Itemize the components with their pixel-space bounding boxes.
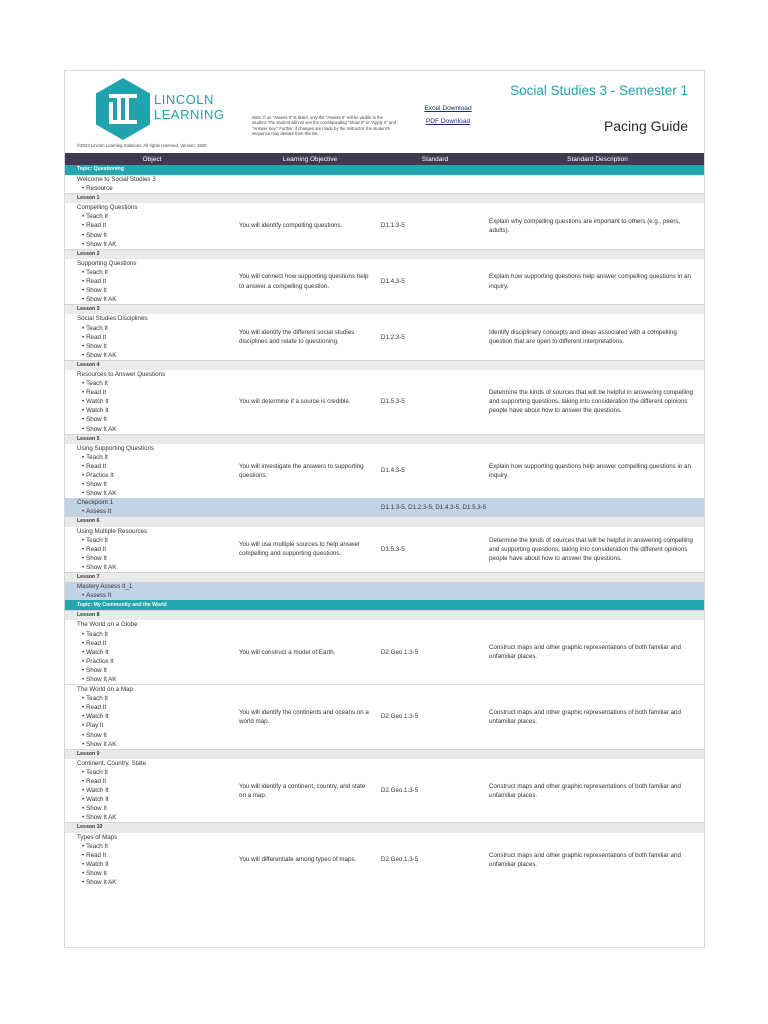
learning-objective-text: You will identify compelling questions. — [239, 222, 343, 230]
activity-list — [77, 379, 239, 434]
activity-item: • Teach It — [77, 842, 239, 851]
object-cell — [65, 582, 239, 600]
object-cell — [65, 833, 239, 888]
lesson-label: Lesson 1 — [65, 194, 705, 204]
activity-item: • Show It — [77, 286, 239, 295]
standard-description-cell — [489, 498, 705, 517]
activity-list — [77, 268, 239, 304]
activity-item: • Watch It — [77, 712, 239, 721]
learning-objective-text: You will construct a model of Earth. — [239, 648, 336, 656]
object-title: Using Multiple Resources — [77, 527, 148, 535]
object-title: Compelling Questions — [77, 204, 138, 212]
object-cell — [65, 527, 239, 573]
activity-item: • Read It — [77, 639, 239, 648]
activity-item: • Watch It — [77, 860, 239, 869]
object-cell — [65, 498, 239, 517]
standard-description-text: Construct maps and other graphic representations of both familiar and unfamiliar places. — [489, 644, 681, 661]
download-links — [420, 102, 476, 128]
learning-objective-cell — [239, 759, 381, 823]
standard-cell: D1.1.3-5 — [381, 222, 405, 230]
standard-cell: D2.Geo.1.3-5 — [381, 787, 419, 795]
activity-list — [77, 768, 239, 823]
logo-wordmark — [154, 92, 224, 122]
table-row — [65, 203, 705, 249]
activity-item: • Teach It — [77, 630, 239, 639]
lesson-label: Lesson 10 — [65, 823, 705, 833]
activity-item: • Show It — [77, 554, 239, 563]
standard-description-text: Construct maps and other graphic representations of both familiar and unfamiliar places. — [489, 708, 681, 725]
object-cell — [65, 759, 239, 823]
activity-item: • Show It AK — [77, 813, 239, 822]
standard-description-cell — [489, 175, 705, 194]
learning-objective-cell — [239, 498, 381, 517]
pacing-table — [65, 153, 705, 887]
lesson-label: Lesson 9 — [65, 749, 705, 759]
activity-item: • Teach It — [77, 379, 239, 388]
learning-objective-cell — [239, 444, 381, 499]
object-title: Social Studies Disciplines — [77, 315, 148, 323]
standard-description-cell — [489, 203, 705, 249]
activity-list — [77, 630, 239, 685]
activity-item: • Watch It — [77, 397, 239, 406]
activity-item: • Teach It — [77, 536, 239, 545]
learning-objective-cell — [239, 203, 381, 249]
learning-objective-text: You will identify the continents and oceans on a world map. — [239, 708, 369, 725]
standard-description-cell — [489, 259, 705, 305]
lesson-row — [65, 194, 705, 204]
activity-item: • Show It — [77, 804, 239, 813]
activity-item: • Watch It — [77, 786, 239, 795]
logo-line-2: LEARNING — [154, 107, 225, 122]
excel-download-link[interactable]: Excel Download — [424, 105, 472, 112]
activity-item: • Play It — [77, 721, 239, 730]
object-cell — [65, 444, 239, 499]
activity-item: • Show It AK — [77, 295, 239, 304]
learning-objective-cell — [239, 527, 381, 573]
table-body — [65, 165, 705, 887]
lesson-row — [65, 249, 705, 259]
activity-item: • Show It AK — [77, 489, 239, 498]
activity-list — [77, 453, 239, 498]
learning-objective-cell — [239, 620, 381, 684]
activity-item: • Show It — [77, 666, 239, 675]
standard-cell: D2.Geo.1.3-5 — [381, 685, 489, 750]
standard-description-cell — [489, 314, 705, 360]
activity-list — [77, 842, 239, 887]
activity-list — [77, 324, 239, 360]
topic-label: Topic: My Community and the World — [65, 600, 705, 611]
activity-item: • Read It — [77, 333, 239, 342]
standard-description-text: Determine the kinds of sources that will be helpful in answering compelling and supporting questions, taking into consideration the different opinions people have about how to answer the questions. — [489, 389, 693, 415]
object-cell — [65, 620, 239, 684]
object-title: Supporting Questions — [77, 259, 137, 267]
object-title: The World on a Map — [77, 686, 133, 694]
learning-objective-text: You will connect how supporting questions help to answer a compelling question. — [239, 273, 369, 290]
activity-item: • Assess It — [77, 591, 239, 600]
table-row — [65, 685, 705, 750]
pdf-download-link[interactable]: PDF Download — [425, 118, 471, 125]
standard-cell: D2.Geo.1.3-5 — [381, 648, 419, 656]
standard-description-text: Explain how supporting questions help answer compelling questions in an inquiry. — [489, 273, 691, 290]
standard-cell — [381, 175, 489, 194]
activity-item: • Read It — [77, 851, 239, 860]
learning-objective-text: You will investigate the answers to supporting questions. — [239, 462, 364, 479]
copyright-text: ©2023 Lincoln Learning Solutions. All rights reserved. Version: 1920 — [77, 143, 207, 148]
learning-objective-cell — [239, 259, 381, 305]
table-row — [65, 444, 705, 499]
standard-description-text: Construct maps and other graphic representations of both familiar and unfamiliar places. — [489, 782, 681, 799]
activity-item: • Teach It — [77, 268, 239, 277]
activity-item: • Show It AK — [77, 740, 239, 749]
standard-description-cell — [489, 833, 705, 888]
lesson-label: Lesson 4 — [65, 360, 705, 370]
lesson-row — [65, 305, 705, 315]
lesson-row — [65, 573, 705, 583]
lesson-row — [65, 823, 705, 833]
activity-item: • Teach It — [77, 324, 239, 333]
activity-item: • Read It — [77, 777, 239, 786]
learning-objective-text: You will determine if a source is credible. — [239, 398, 351, 406]
activity-item: • Show It — [77, 480, 239, 489]
table-row — [65, 833, 705, 888]
assess-note: Note: If an "Assess It" is listed, only the "Assess It" will be visible to the student. The student will not see the corresponding "Show It" or "Apply It" and "Answer Key." Further, if changes are made by the Instructor, the student's sequence may deviate from this list. — [252, 115, 396, 136]
object-cell — [65, 175, 239, 194]
lesson-label: Lesson 2 — [65, 249, 705, 259]
standard-description-text: Determine the kinds of sources that will be helpful in answering compelling and supporting questions, taking into consideration the different opinions people have about how to answer the questions. — [489, 536, 693, 562]
topic-row — [65, 600, 705, 611]
column-header-object: Object — [65, 153, 239, 165]
standard-cell: D1.5.3-5 — [381, 398, 405, 406]
activity-item: • Teach It — [77, 768, 239, 777]
lesson-label: Lesson 6 — [65, 517, 705, 527]
lesson-label: Lesson 7 — [65, 573, 705, 583]
activity-item: • Practice It — [77, 471, 239, 480]
object-title: Using Supporting Questions — [77, 444, 155, 452]
activity-item: • Read It — [77, 277, 239, 286]
lesson-row — [65, 360, 705, 370]
activity-item: • Teach It — [77, 453, 239, 462]
activity-item: • Watch It — [77, 648, 239, 657]
activity-item: • Watch It — [77, 795, 239, 804]
learning-objective-cell — [239, 314, 381, 360]
table-row — [65, 370, 705, 434]
activity-item: • Practice It — [77, 657, 239, 666]
object-title: Mastery Assess It_1 — [77, 583, 133, 591]
standard-cell: D1.1.3-5, D1.2.3-5, D1.4.3-5, D1.5.3-5 — [381, 498, 489, 517]
learning-objective-cell — [239, 175, 381, 194]
activity-item: • Show It — [77, 231, 239, 240]
activity-item: • Show It AK — [77, 563, 239, 572]
activity-list — [77, 507, 239, 516]
standard-cell: D1.5.3-5 — [381, 545, 405, 553]
standard-cell: D1.2.3-5 — [381, 333, 405, 341]
standard-description-cell — [489, 759, 705, 823]
learning-objective-text: You will identify the different social studies disciplines and relate to questioning. — [239, 329, 355, 346]
activity-item: • Watch It — [77, 406, 239, 415]
standard-description-cell — [489, 444, 705, 499]
pacing-guide-title: Pacing Guide — [603, 118, 688, 134]
learning-objective-cell — [239, 370, 381, 434]
standard-description-cell — [489, 685, 705, 750]
object-cell — [65, 370, 239, 434]
standard-cell: D1.4.3-5 — [381, 467, 405, 475]
lesson-label: Lesson 5 — [65, 434, 705, 444]
object-title: Welcome to Social Studies 3 — [77, 176, 156, 183]
lesson-row — [65, 611, 705, 621]
object-title: The World on a Globe — [77, 621, 138, 629]
activity-item: • Assess It — [77, 507, 239, 516]
table-header-row — [65, 153, 705, 165]
column-header-learning-objective: Learning Objective — [239, 153, 381, 165]
activity-item: • Show It AK — [77, 675, 239, 684]
topic-label: Topic: Questioning — [65, 165, 705, 175]
object-cell — [65, 314, 239, 360]
learning-objective-cell — [239, 582, 381, 600]
activity-item: • Show It — [77, 342, 239, 351]
checkpoint-row — [65, 582, 705, 600]
lesson-label: Lesson 8 — [65, 611, 705, 621]
logo-line-1: LINCOLN — [154, 92, 214, 107]
column-header-standard: Standard — [381, 153, 489, 165]
standard-cell: D2.Geo.1.3-5 — [381, 856, 419, 864]
standard-cell — [381, 582, 489, 600]
activity-item: • Read It — [77, 388, 239, 397]
column-header-standard-description: Standard Description — [489, 153, 705, 165]
standard-description-text: Explain how supporting questions help answer compelling questions in an inquiry. — [489, 462, 691, 479]
activity-item: • Read It — [77, 703, 239, 712]
table-row — [65, 175, 705, 194]
lincoln-learning-logo-icon — [95, 77, 151, 141]
table-row — [65, 759, 705, 823]
lesson-row — [65, 517, 705, 527]
activity-item: • Teach It — [77, 694, 239, 703]
standard-description-text: Explain why compelling questions are important to others (e.g., peers, adults). — [489, 217, 681, 235]
pacing-guide-page — [64, 70, 705, 948]
standard-description-cell — [489, 527, 705, 573]
standard-description-cell — [489, 582, 705, 600]
activity-item: • Read It — [77, 545, 239, 554]
topic-row — [65, 165, 705, 175]
learning-objective-cell — [239, 833, 381, 888]
lesson-label: Lesson 3 — [65, 305, 705, 315]
table-row — [65, 527, 705, 573]
lesson-row — [65, 434, 705, 444]
standard-description-text: Construct maps and other graphic representations of both familiar and unfamiliar places. — [489, 851, 681, 868]
table-row — [65, 314, 705, 360]
object-cell — [65, 203, 239, 249]
activity-item: • Show It — [77, 869, 239, 878]
activity-item: • Show It AK — [77, 351, 239, 360]
learning-objective-text: You will use multiple sources to help answer compelling and supporting questions. — [239, 541, 360, 558]
standard-cell: D1.4.3-5 — [381, 278, 405, 286]
activity-item: • Read It — [77, 462, 239, 471]
standard-description-cell — [489, 620, 705, 684]
activity-item: • Show It — [77, 415, 239, 424]
standard-description-text: Identify disciplinary concepts and ideas associated with a compelling question that are open to different interpretations. — [489, 329, 677, 346]
object-title: Continent, Country, State — [77, 759, 147, 767]
table-row — [65, 620, 705, 684]
activity-list — [77, 212, 239, 248]
document-header — [65, 71, 704, 153]
activity-list — [77, 694, 239, 749]
standard-description-cell — [489, 370, 705, 434]
activity-item: • Teach It — [77, 212, 239, 221]
learning-objective-cell — [239, 685, 381, 750]
object-title: Resources to Answer Questions — [77, 370, 166, 378]
table-row — [65, 259, 705, 305]
object-title: Types of Maps — [77, 833, 118, 841]
object-title: Checkpoint 1 — [77, 499, 114, 507]
activity-list — [77, 536, 239, 572]
checkpoint-row — [65, 498, 705, 517]
learning-objective-text: You will differentiate among types of maps. — [239, 856, 357, 864]
activity-item: • Show It AK — [77, 240, 239, 249]
activity-list — [77, 591, 239, 600]
learning-objective-text: You will identify a continent, country, and state on a map. — [239, 782, 366, 799]
activity-item: • Show It AK — [77, 425, 239, 434]
object-cell — [65, 259, 239, 305]
lesson-row — [65, 749, 705, 759]
object-cell — [65, 685, 239, 750]
activity-item: • Show It AK — [77, 878, 239, 887]
activity-list — [77, 184, 239, 193]
activity-item: • Read It — [77, 221, 239, 230]
course-title: Social Studies 3 - Semester 1 — [510, 83, 688, 98]
activity-item: • Resource — [77, 184, 239, 193]
activity-item: • Show It — [77, 731, 239, 740]
